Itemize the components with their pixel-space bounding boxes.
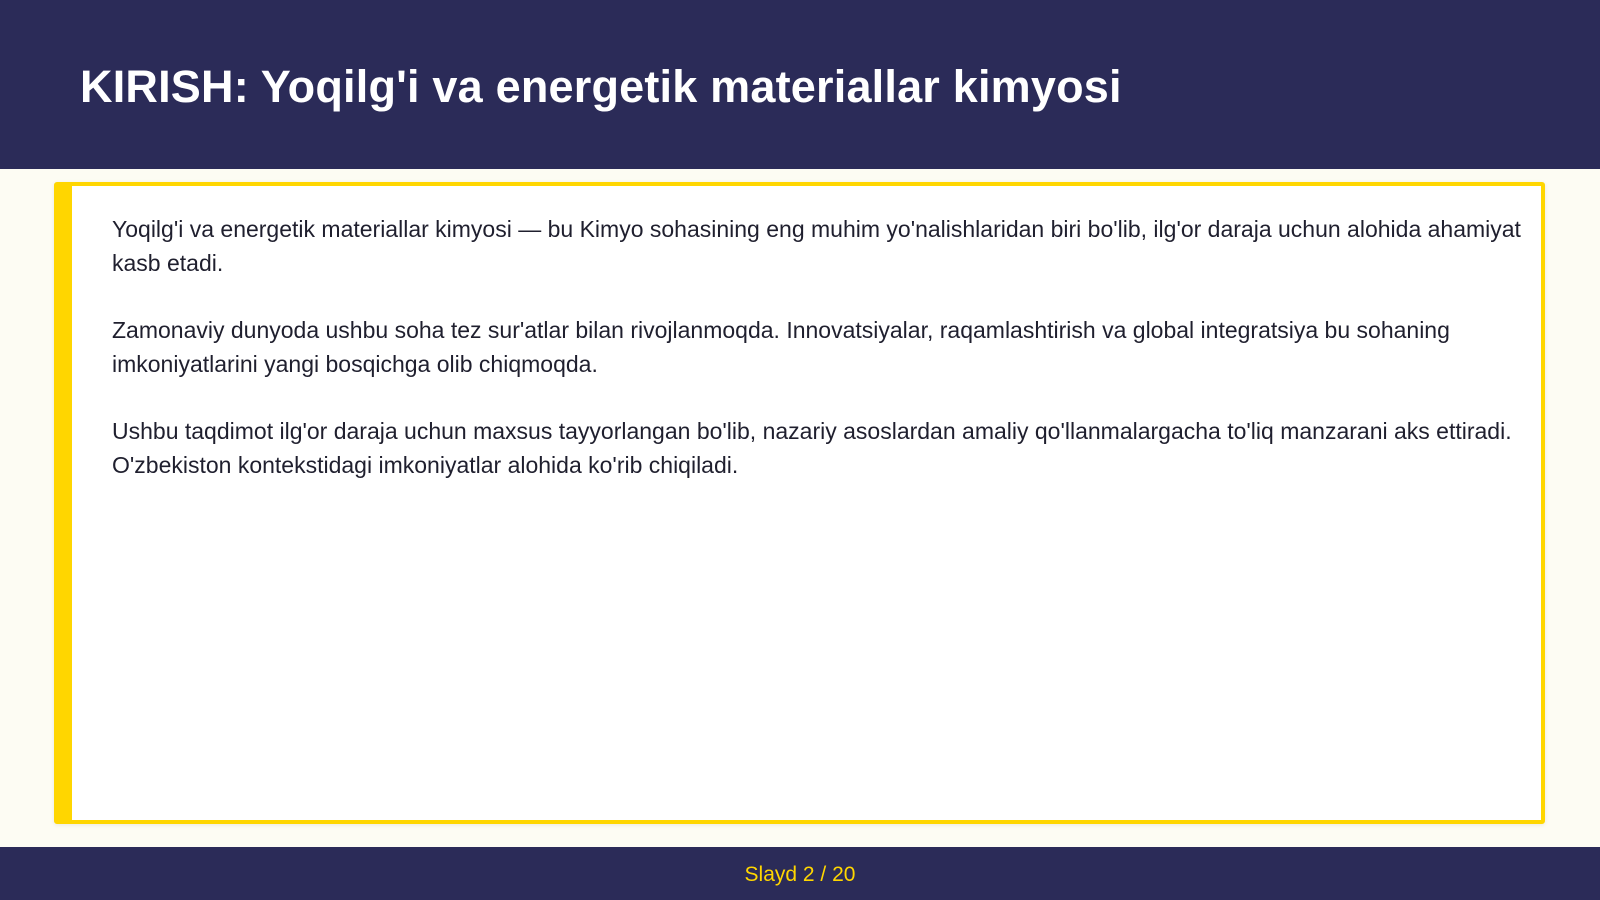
paragraph-presentation-scope: Ushbu taqdimot ilg'or daraja uchun maxsus tayyorlangan bo'lib, nazariy asoslardan amaliy qo'llanmalargacha to'liq manzarani aks ettiradi. O'zbekiston kontekstidagi imkoniyatlar alohida ko'rib chiqiladi. [112, 418, 1512, 478]
content-text [112, 212, 1522, 515]
paragraph-modern-world: Zamonaviy dunyoda ushbu soha tez sur'atlar bilan rivojlanmoqda. Innovatsiyalar, raqamlashtirish va global integratsiya bu sohaning imkoniyatlarini yangi bosqichga olib chiqmoqda. [112, 317, 1450, 377]
slide-footer [0, 847, 1600, 900]
slide-header [0, 0, 1600, 169]
paragraph-intro: Yoqilg'i va energetik materiallar kimyosi — bu Kimyo sohasining eng muhim yo'nalishlaridan biri bo'lib, ilg'or daraja uchun alohida ahamiyat kasb etadi. [112, 216, 1521, 276]
slide-number: Slayd 2 / 20 [744, 862, 856, 886]
slide-title: KIRISH: Yoqilg'i va energetik materiallar kimyosi [80, 61, 1122, 112]
content-panel [54, 182, 1545, 824]
